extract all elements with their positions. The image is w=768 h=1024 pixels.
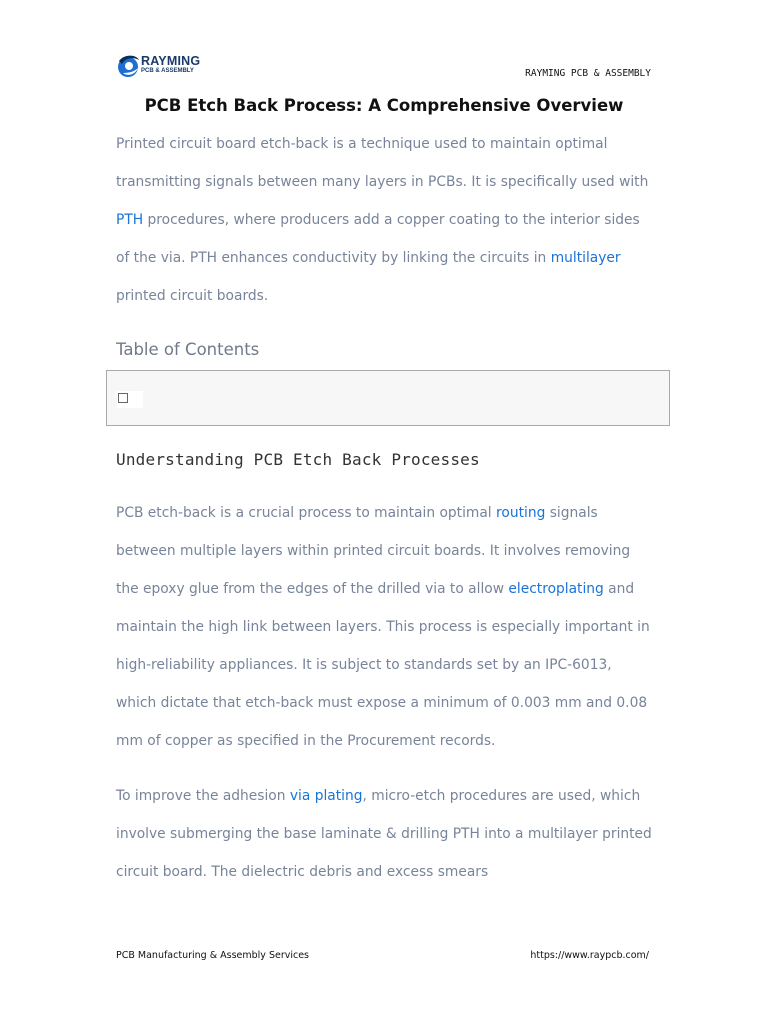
link-pth[interactable]: PTH [116,212,144,228]
link-electroplating[interactable]: electroplating [508,581,604,597]
toc-checkbox-icon[interactable] [118,393,128,403]
link-multilayer[interactable]: multilayer [550,250,621,266]
logo-swoosh-icon [116,52,140,80]
para2-text-3: and maintain the high link between layers. This process is especially important in high-reliability appliances. It is subject to standards set by an IPC-6013, which dictate that etch-back must expose a minimum of 0.003 mm and 0.08 mm of copper as specified in the Procurement records. [116,581,650,749]
para2-text-2: signals between multiple layers within printed circuit boards. It involves removing the epoxy glue from the edges of the drilled via to allow [116,505,631,597]
intro-paragraph [116,125,656,315]
footer-left-text: PCB Manufacturing & Assembly Services [116,950,310,961]
toc-box [106,370,670,426]
para2-text-1: PCB etch-back is a crucial process to maintain optimal [116,505,497,521]
company-logo [116,52,216,80]
intro-text-1: Printed circuit board etch-back is a technique used to maintain optimal transmitting signals between many layers in PCBs. It is specifically used with [116,136,649,190]
document-title: PCB Etch Back Process: A Comprehensive Overview [144,96,624,115]
intro-text-2: procedures, where producers add a copper coating to the interior sides of the via. PTH enhances conductivity by linking the circuits in [116,212,640,266]
header-company-label: RAYMING PCB & ASSEMBLY [525,68,651,79]
footer-url-link[interactable]: https://www.raypcb.com/ [530,950,649,961]
para3-text-1: To improve the adhesion [116,788,290,804]
intro-text-3: printed circuit boards. [116,288,269,304]
etch-back-paragraph [116,494,656,760]
logo-text: RAYMING [141,54,201,68]
logo-subtext: PCB & ASSEMBLY [141,68,194,74]
section-heading: Understanding PCB Etch Back Processes [116,450,480,469]
micro-etch-paragraph [116,777,656,891]
toc-title: Table of Contents [116,340,260,359]
para3-text-2: , micro-etch procedures are used, which involve submerging the base laminate & drilling PTH into a multilayer printed circuit board. The dielectric debris and excess smears [116,788,652,880]
toc-toggle[interactable] [117,391,143,408]
link-via-plating[interactable]: via plating [289,788,363,804]
link-routing[interactable]: routing [496,505,546,521]
